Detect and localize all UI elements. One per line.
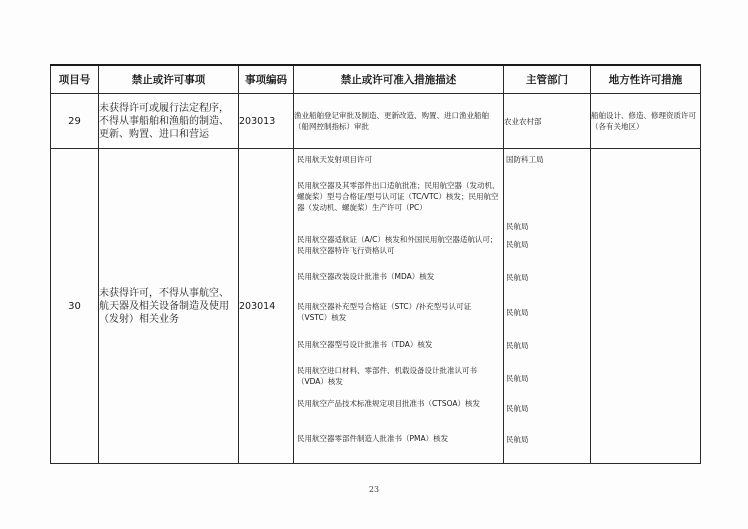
row-measure: 民用航空器补充型号合格证（STC）/补充型号认可证（VSTC）核发 <box>297 302 472 322</box>
header-department: 主管部门 <box>504 65 591 94</box>
row-number: 30 <box>51 149 99 464</box>
row-measure: 民用航空器改装设计批准书（MDA）核发 <box>297 272 435 281</box>
row-department: 民航局 <box>506 435 529 444</box>
row-code: 203013 <box>239 94 294 149</box>
header-item-number: 项目号 <box>51 65 99 94</box>
row-department: 民航局 <box>506 308 529 317</box>
header-local-measures: 地方性许可措施 <box>591 65 701 94</box>
row-local-measure <box>591 149 701 464</box>
header-measures: 禁止或许可准入措施描述 <box>294 65 504 94</box>
row-local-measure: 船舶设计、修造、修理资质许可（各有关地区） <box>591 94 701 149</box>
row-measure: 民用航空产品技术标准规定项目批准书（CTSOA）核发 <box>297 399 480 408</box>
header-item: 禁止或许可事项 <box>99 65 239 94</box>
row-department: 民航局 <box>506 341 529 350</box>
row-department: 民航局 <box>506 273 529 282</box>
row-department: 民航局 <box>506 404 529 413</box>
row-measure: 民用航空进口材料、零部件、机载设备设计批准认可书（VDA）核发 <box>297 366 477 386</box>
row-measure: 渔业船舶登记审批及制造、更新改造、购置、进口渔业船舶（船网控制指标）审批 <box>294 94 504 149</box>
row-department: 国防科工局 <box>506 155 544 164</box>
row-measure: 民用航空器型号设计批准书（TDA）核发 <box>297 340 433 349</box>
table-row <box>51 149 701 464</box>
page-number: 23 <box>368 485 380 494</box>
table-row <box>51 94 701 149</box>
row-department: 农业农村部 <box>504 94 591 149</box>
row-measures-cell <box>294 149 504 464</box>
row-number: 29 <box>51 94 99 149</box>
row-code: 203014 <box>239 149 294 464</box>
row-measure: 民用航空器适航证（A/C）核发和外国民用航空器适航认可；民用航空器特许飞行资格认可 <box>297 235 498 255</box>
permission-table <box>50 64 701 464</box>
row-item: 未获得许可，不得从事航空、航天器及相关设备制造及使用（发射）相关业务 <box>99 149 239 464</box>
row-department: 民航局 <box>506 374 529 383</box>
row-departments-cell <box>504 149 591 464</box>
row-measure: 民用航天发射项目许可 <box>297 155 372 164</box>
row-department: 民航局 <box>506 240 529 249</box>
table-header-row <box>51 65 701 94</box>
row-measure: 民用航空器及其零部件出口适航批准；民用航空器（发动机、螺旋桨）型号合格证/型号认可证（TC/VTC）核发；民用航空器（发动机、螺旋桨）生产许可（PC） <box>297 181 500 212</box>
row-department: 民航局 <box>506 222 529 231</box>
row-item: 未获得许可或履行法定程序，不得从事船舶和渔船的制造、更新、购置、进口和营运 <box>99 94 239 149</box>
row-measure: 民用航空器零部件制造人批准书（PMA）核发 <box>297 434 449 443</box>
header-code: 事项编码 <box>239 65 294 94</box>
